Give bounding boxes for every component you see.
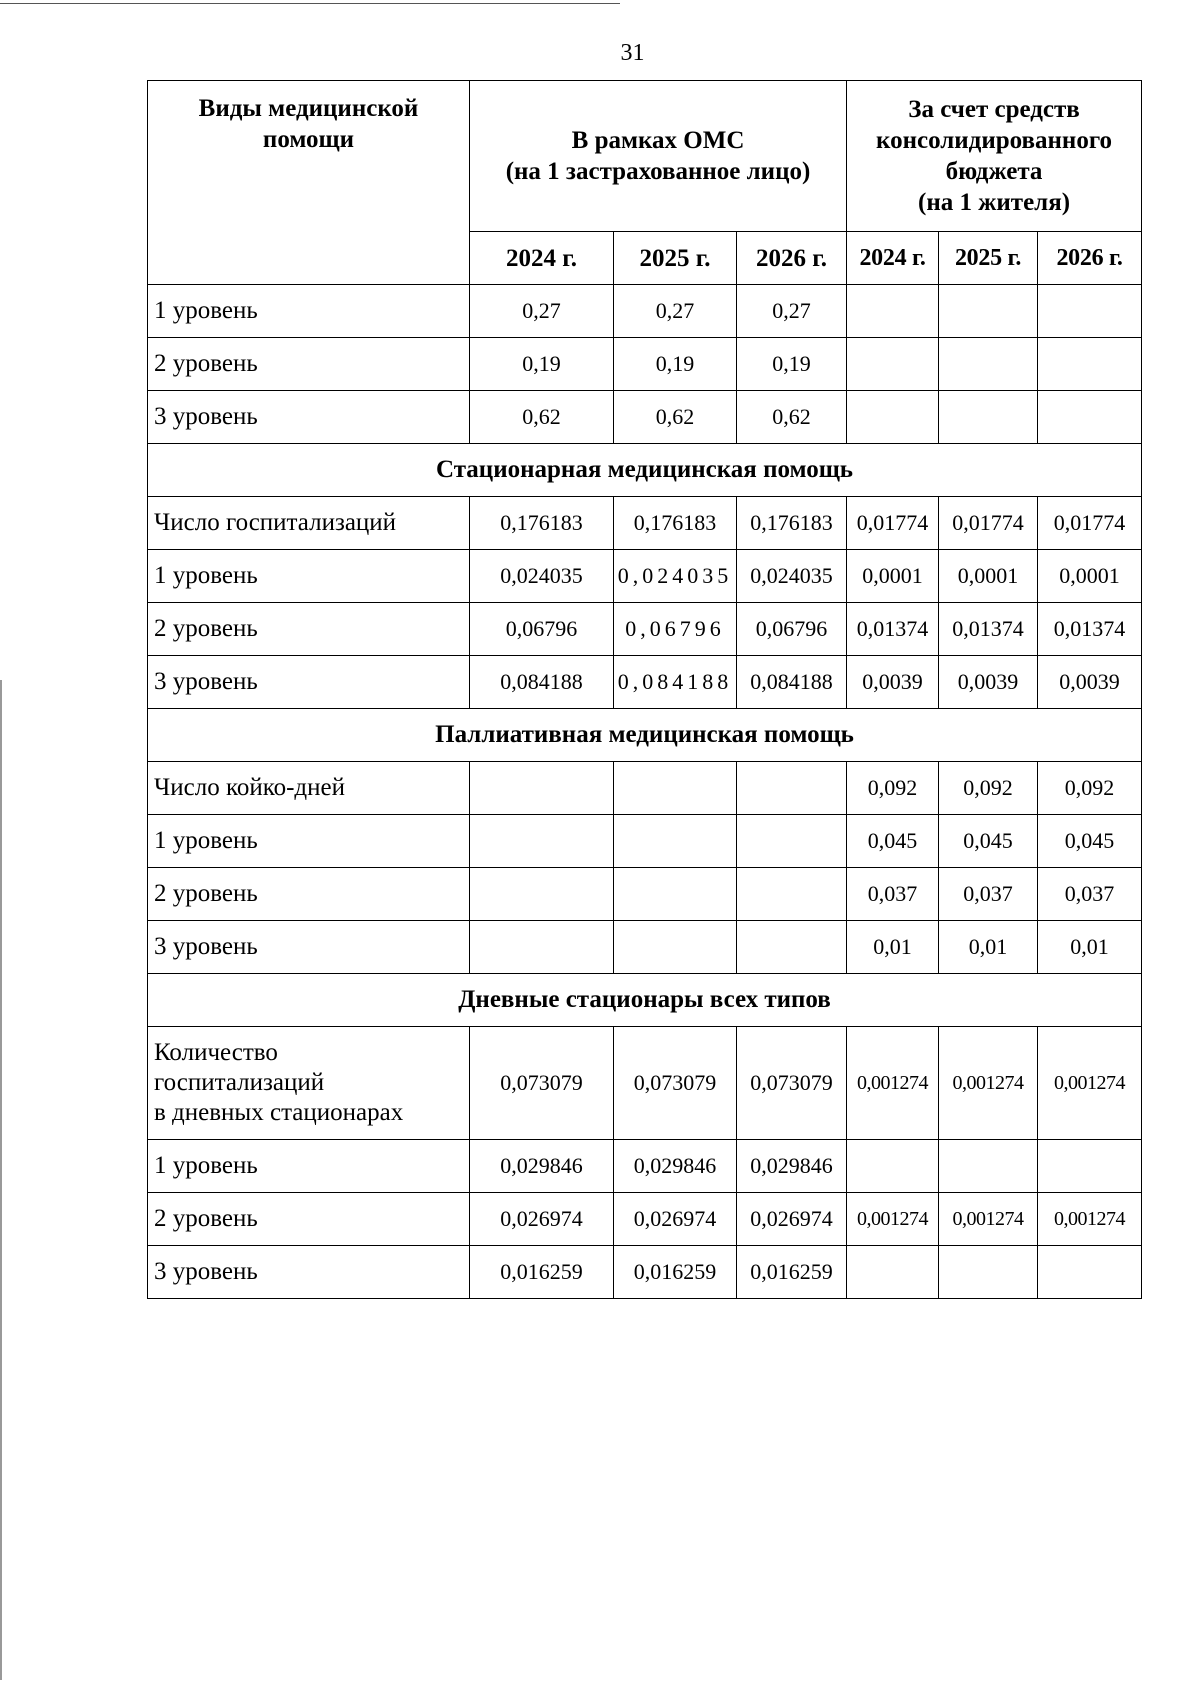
row-label: 1 уровень [148, 1140, 470, 1193]
value-cell: 0,001274 [1038, 1027, 1142, 1140]
value-cell: 0,0001 [1038, 550, 1142, 603]
value-cell: 0,037 [939, 868, 1038, 921]
value-cell: 0,001274 [939, 1193, 1038, 1246]
value-cell [939, 1140, 1038, 1193]
value-cell: 0,0039 [939, 656, 1038, 709]
value-cell [614, 921, 737, 974]
value-cell [847, 391, 939, 444]
value-cell [939, 285, 1038, 338]
table-row [148, 868, 1142, 921]
value-cell: 0,06796 [614, 603, 737, 656]
value-cell: 0,092 [847, 762, 939, 815]
value-cell: 0,001274 [939, 1027, 1038, 1140]
value-cell [737, 868, 847, 921]
row-label: 2 уровень [148, 868, 470, 921]
value-cell [470, 815, 614, 868]
value-cell [847, 1140, 939, 1193]
value-cell: 0,27 [737, 285, 847, 338]
value-cell: 0,01 [939, 921, 1038, 974]
value-cell: 0,073079 [614, 1027, 737, 1140]
value-cell: 0,62 [470, 391, 614, 444]
value-cell: 0,01374 [847, 603, 939, 656]
value-cell [614, 868, 737, 921]
value-cell [847, 285, 939, 338]
value-cell [847, 1246, 939, 1299]
table-row [148, 338, 1142, 391]
header-oms-group: В рамках ОМС (на 1 застрахованное лицо) [470, 81, 847, 232]
page-number: 31 [620, 40, 645, 66]
value-cell: 0,01774 [939, 497, 1038, 550]
value-cell: 0,06796 [737, 603, 847, 656]
value-cell: 0,026974 [614, 1193, 737, 1246]
table-header [148, 81, 1142, 285]
value-cell [939, 391, 1038, 444]
row-label: Число госпитализаций [148, 497, 470, 550]
value-cell: 0,092 [939, 762, 1038, 815]
value-cell [1038, 391, 1142, 444]
value-cell: 0,024035 [614, 550, 737, 603]
scan-artifact-top-line [0, 3, 620, 4]
value-cell: 0,045 [939, 815, 1038, 868]
value-cell: 0,001274 [847, 1193, 939, 1246]
value-cell [470, 868, 614, 921]
norms-table [147, 80, 1142, 1299]
value-cell [1038, 285, 1142, 338]
row-label: 2 уровень [148, 1193, 470, 1246]
value-cell: 0,016259 [737, 1246, 847, 1299]
value-cell [1038, 1246, 1142, 1299]
value-cell: 0,01374 [1038, 603, 1142, 656]
header-year-budget-2026: 2026 г. [1038, 232, 1142, 285]
value-cell: 0,62 [614, 391, 737, 444]
row-label: 2 уровень [148, 603, 470, 656]
value-cell [939, 1246, 1038, 1299]
table-row [148, 285, 1142, 338]
row-label: 3 уровень [148, 656, 470, 709]
value-cell: 0,27 [470, 285, 614, 338]
row-label: 1 уровень [148, 550, 470, 603]
value-cell [614, 815, 737, 868]
value-cell: 0,073079 [470, 1027, 614, 1140]
value-cell: 0,029846 [470, 1140, 614, 1193]
value-cell: 0,0001 [847, 550, 939, 603]
value-cell: 0,045 [847, 815, 939, 868]
scan-artifact-left-edge [0, 680, 2, 1680]
value-cell: 0,073079 [737, 1027, 847, 1140]
table-row [148, 1246, 1142, 1299]
row-label: Число койко-дней [148, 762, 470, 815]
table-row [148, 762, 1142, 815]
table-row [148, 550, 1142, 603]
value-cell: 0,01774 [847, 497, 939, 550]
value-cell: 0,026974 [470, 1193, 614, 1246]
row-label: 3 уровень [148, 1246, 470, 1299]
header-care-type: Виды медицинской помощи [148, 81, 470, 285]
value-cell: 0,176183 [737, 497, 847, 550]
table-row [148, 815, 1142, 868]
value-cell [737, 921, 847, 974]
value-cell [939, 338, 1038, 391]
value-cell: 0,19 [470, 338, 614, 391]
value-cell: 0,62 [737, 391, 847, 444]
value-cell: 0,084188 [470, 656, 614, 709]
value-cell: 0,045 [1038, 815, 1142, 868]
value-cell: 0,0039 [847, 656, 939, 709]
value-cell: 0,092 [1038, 762, 1142, 815]
value-cell: 0,026974 [737, 1193, 847, 1246]
header-year-budget-2024: 2024 г. [847, 232, 939, 285]
value-cell: 0,176183 [470, 497, 614, 550]
row-label: 1 уровень [148, 285, 470, 338]
value-cell [614, 762, 737, 815]
value-cell [737, 815, 847, 868]
value-cell: 0,029846 [614, 1140, 737, 1193]
table-body [148, 285, 1142, 1299]
value-cell: 0,037 [1038, 868, 1142, 921]
value-cell: 0,01 [847, 921, 939, 974]
header-year-oms-2026: 2026 г. [737, 232, 847, 285]
row-label: 1 уровень [148, 815, 470, 868]
row-label: 3 уровень [148, 391, 470, 444]
value-cell [737, 762, 847, 815]
value-cell: 0,029846 [737, 1140, 847, 1193]
value-cell: 0,084188 [614, 656, 737, 709]
value-cell: 0,016259 [470, 1246, 614, 1299]
table-row [148, 1140, 1142, 1193]
table-row [148, 656, 1142, 709]
section-title: Паллиативная медицинская помощь [148, 709, 1142, 762]
header-year-oms-2024: 2024 г. [470, 232, 614, 285]
value-cell: 0,01374 [939, 603, 1038, 656]
section-title: Дневные стационары всех типов [148, 974, 1142, 1027]
section-header-palliative [148, 709, 1142, 762]
header-budget-group: За счет средств консолидированного бюджета (на 1 жителя) [847, 81, 1142, 232]
value-cell [847, 338, 939, 391]
value-cell: 0,024035 [737, 550, 847, 603]
value-cell: 0,27 [614, 285, 737, 338]
value-cell: 0,037 [847, 868, 939, 921]
row-label: 3 уровень [148, 921, 470, 974]
table-row [148, 497, 1142, 550]
row-label: 2 уровень [148, 338, 470, 391]
value-cell: 0,01774 [1038, 497, 1142, 550]
value-cell: 0,01 [1038, 921, 1142, 974]
table-row [148, 1193, 1142, 1246]
value-cell [1038, 1140, 1142, 1193]
table-row [148, 391, 1142, 444]
table-row [148, 1027, 1142, 1140]
value-cell: 0,06796 [470, 603, 614, 656]
section-header-inpatient [148, 444, 1142, 497]
row-label: Количество госпитализаций в дневных стационарах [148, 1027, 470, 1140]
section-header-day-hospitals [148, 974, 1142, 1027]
value-cell [470, 921, 614, 974]
table-row [148, 603, 1142, 656]
value-cell: 0,084188 [737, 656, 847, 709]
value-cell: 0,19 [614, 338, 737, 391]
value-cell: 0,0001 [939, 550, 1038, 603]
table-row [148, 921, 1142, 974]
value-cell [1038, 338, 1142, 391]
value-cell: 0,016259 [614, 1246, 737, 1299]
header-year-oms-2025: 2025 г. [614, 232, 737, 285]
header-year-budget-2025: 2025 г. [939, 232, 1038, 285]
value-cell [470, 762, 614, 815]
value-cell: 0,001274 [1038, 1193, 1142, 1246]
value-cell: 0,176183 [614, 497, 737, 550]
value-cell: 0,0039 [1038, 656, 1142, 709]
section-title: Стационарная медицинская помощь [148, 444, 1142, 497]
value-cell: 0,024035 [470, 550, 614, 603]
value-cell: 0,001274 [847, 1027, 939, 1140]
value-cell: 0,19 [737, 338, 847, 391]
